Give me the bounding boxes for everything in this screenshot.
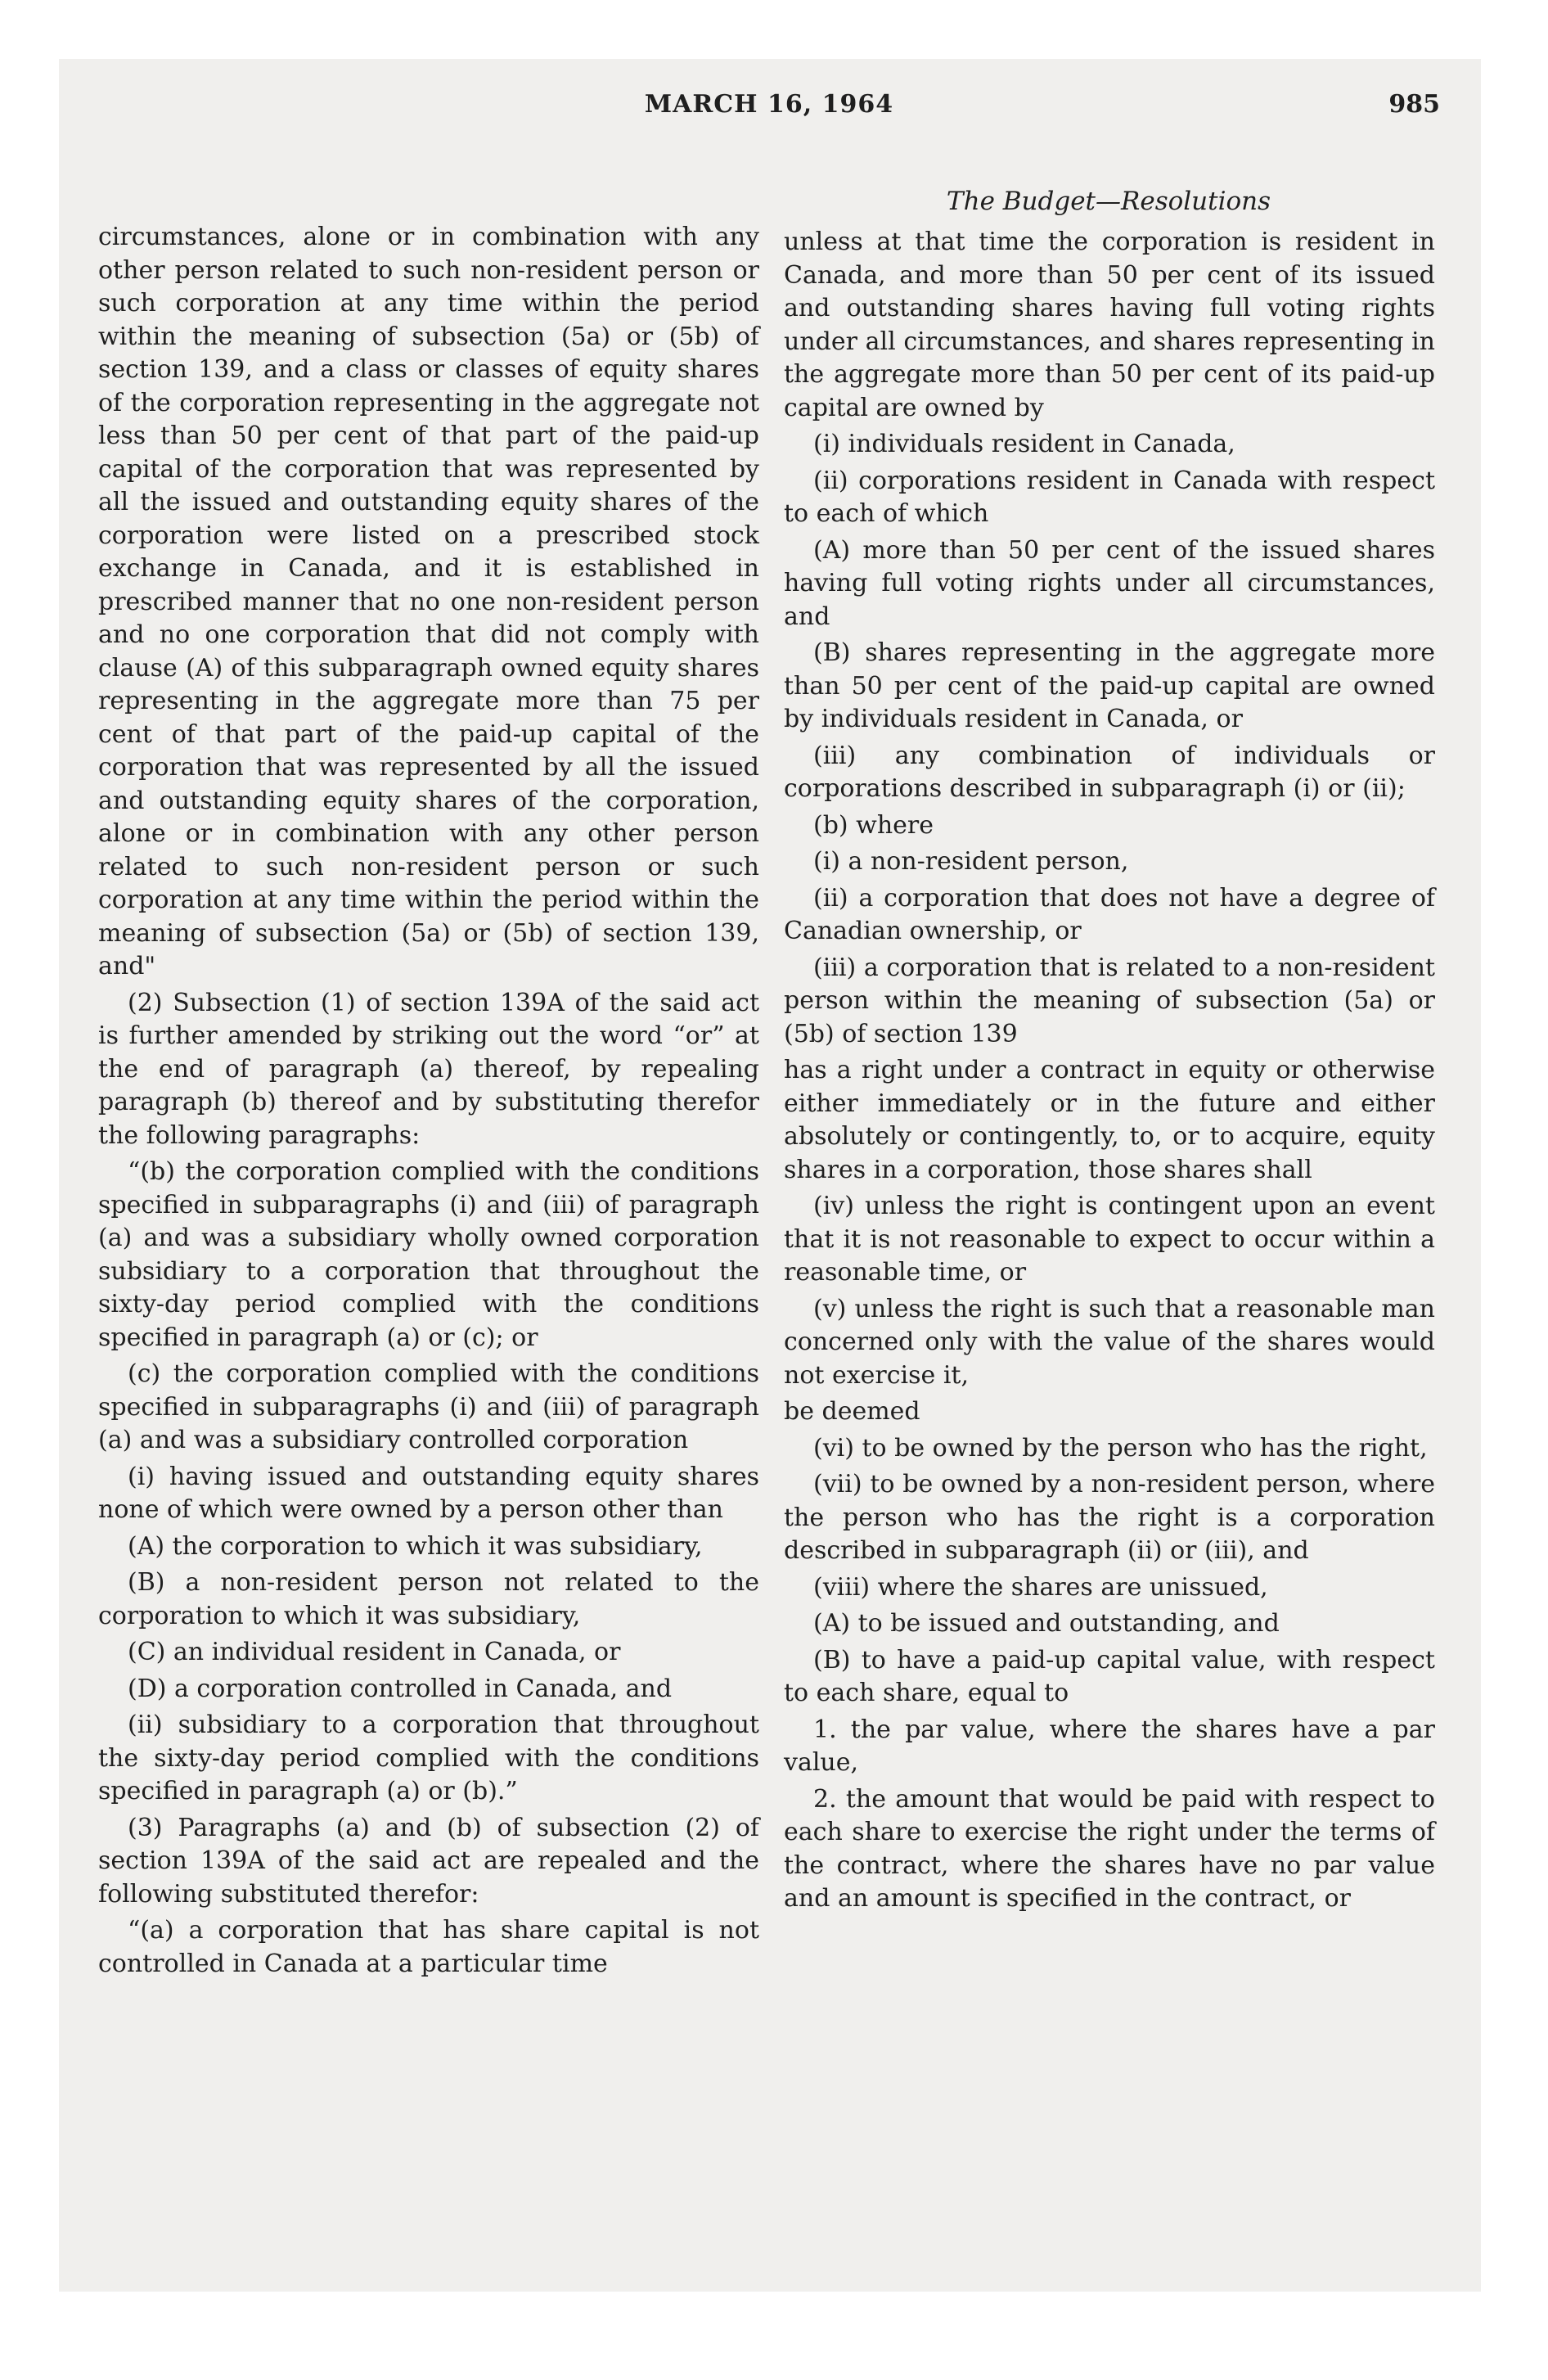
paragraph: (vi) to be owned by the person who has the right, — [813, 1433, 1428, 1463]
paragraph: (B) shares representing in the aggregate more than 50 per cent of the paid-up capital are owned by individuals resident in Canada, or — [784, 638, 1435, 733]
paragraph: “(b) the corporation complied with the conditions specified in subparagraphs (i) and (iii) of paragraph (a) and was a subsidiary wholly owned corporation subsidiary to a corporation that throughout the sixty-day period complied with the conditions specified in paragraph (a) or (c); or — [98, 1157, 759, 1352]
paragraph: (i) having issued and outstanding equity shares none of which were owned by a person other than — [98, 1462, 759, 1524]
paragraph: (viii) where the shares are unissued, — [813, 1572, 1268, 1602]
running-subtitle: The Budget—Resolutions — [946, 187, 1271, 216]
paragraph: 2. the amount that would be paid with respect to each share to exercise the right under the terms of the contract, where the shares have no par value and an amount is specified in the contract, or — [784, 1784, 1435, 1913]
paragraph: (c) the corporation complied with the conditions specified in subparagraphs (i) and (iii) of paragraph (a) and was a subsidiary controlled corporation — [98, 1359, 759, 1454]
paragraph: (3) Paragraphs (a) and (b) of subsection (2) of section 139A of the said act are repealed and the following substituted therefor: — [98, 1813, 759, 1909]
paragraph: “(a) a corporation that has share capital is not controlled in Canada at a particular time — [98, 1916, 759, 1978]
paragraph: (i) individuals resident in Canada, — [813, 430, 1235, 458]
paragraph: (vii) to be owned by a non-resident person, where the person who has the right is a corporation described in subparagraph (ii) or (iii), and — [784, 1470, 1435, 1565]
paragraph: unless at that time the corporation is resident in Canada, and more than 50 per cent of its issued and outstanding shares having full voting rights under all circumstances, and shares representing in the aggregate more than 50 per cent of its paid-up capital are owned by — [784, 228, 1435, 422]
paragraph: (iii) a corporation that is related to a non-resident person within the meaning of subsection (5a) or (5b) of section 139 — [784, 953, 1435, 1048]
page-number: 985 — [1388, 90, 1440, 119]
paragraph: (D) a corporation controlled in Canada, and — [128, 1674, 673, 1703]
paragraph: (iv) unless the right is contingent upon an event that it is not reasonable to expect to occur within a reasonable time, or — [784, 1192, 1435, 1287]
paragraph: (ii) a corporation that does not have a degree of Canadian ownership, or — [784, 883, 1435, 945]
paragraph: (ii) corporations resident in Canada with respect to each of which — [784, 466, 1435, 528]
paragraph: (B) to have a paid-up capital value, with respect to each share, equal to — [784, 1645, 1435, 1707]
paragraph: (iii) any combination of individuals or corporations described in subparagraph (i) or (ii); — [784, 741, 1435, 803]
paragraph: (C) an individual resident in Canada, or — [128, 1638, 621, 1666]
right-column — [784, 226, 1435, 1919]
paragraph: circumstances, alone or in combination with any other person related to such non-resident person or such corporation at any time within the period within the meaning of subsection (5a) or (5b) of section 139, and a class or classes of equity shares of the corporation representing in the aggregate not less than 50 per cent of that part of the paid-up capital of the corporation that was represented by all the issued and outstanding equity shares of the corporation were listed on a prescribed stock exchange in Canada, and it is established in prescribed manner that no one non-resident person and no one corporation that did not comply with clause (A) of this subparagraph owned equity shares representing in the aggregate more than 75 per cent of that part of the paid-up capital of the corporation that was represented by all the issued and outstanding equity shares of the corporation, alone or in combination with any other person related to such non-resident person or such corporation at any time within the period within the meaning of subsection (5a) or (5b) of section 139, and" — [98, 223, 759, 980]
paragraph: (2) Subsection (1) of section 139A of the said act is further amended by striking out the word “or” at the end of paragraph (a) thereof, by repealing paragraph (b) thereof and by substituting therefor the following paragraphs: — [98, 988, 759, 1150]
left-column — [98, 221, 759, 1984]
page-header — [98, 90, 1440, 139]
paragraph: (b) where — [813, 810, 934, 840]
paragraph: (A) more than 50 per cent of the issued shares having full voting rights under all circumstances, and — [784, 535, 1435, 631]
paragraph: 1. the par value, where the shares have a par value, — [784, 1715, 1435, 1777]
paragraph: (B) a non-resident person not related to the corporation to which it was subsidiary, — [98, 1568, 759, 1630]
paragraph: (A) the corporation to which it was subsidiary, — [128, 1531, 703, 1561]
paragraph: has a right under a contract in equity or otherwise either immediately or in the future and either absolutely or contingently, to, or to acquire, equity shares in a corporation, those shares shall — [784, 1056, 1435, 1184]
paragraph: (A) to be issued and outstanding, and — [813, 1609, 1280, 1638]
paragraph: be deemed — [784, 1397, 920, 1426]
header-date: MARCH 16, 1964 — [644, 90, 894, 119]
paragraph: (ii) subsidiary to a corporation that throughout the sixty-day period complied with the conditions specified in paragraph (a) or (b).” — [98, 1711, 759, 1805]
paragraph: (v) unless the right is such that a reasonable man concerned only with the value of the shares would not exercise it, — [784, 1294, 1435, 1390]
paragraph: (i) a non-resident person, — [813, 847, 1129, 876]
